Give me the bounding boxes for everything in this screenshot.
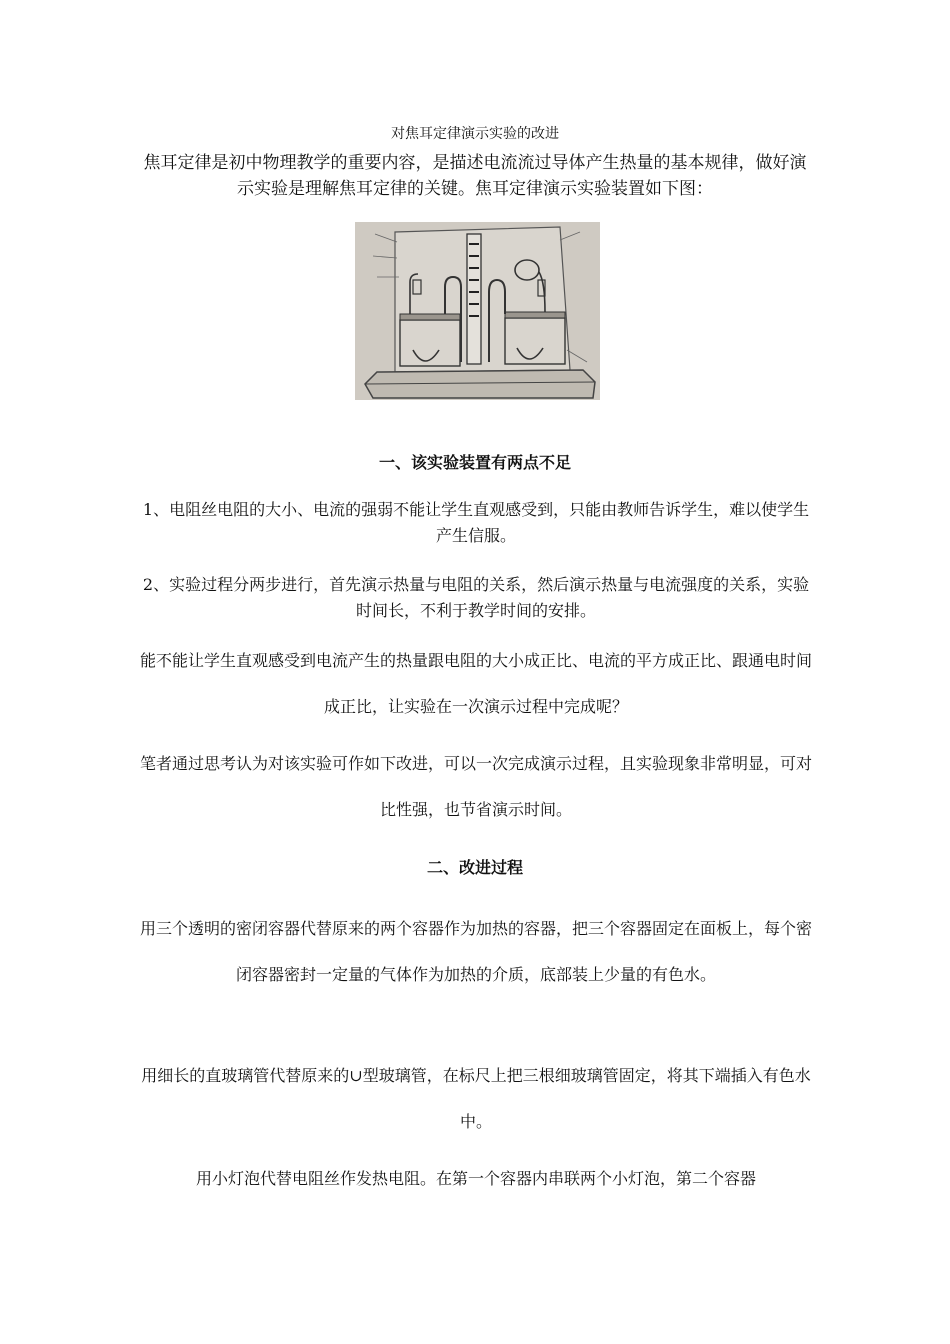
section1-item-2: 2、实验过程分两步进行，首先演示热量与电阻的关系，然后演示热量与电流强度的关系，实验时间长，不利于教学时间的安排。: [142, 575, 810, 620]
apparatus-figure: [355, 222, 600, 400]
section1-item-1: 1、电阻丝电阻的大小、电流的强弱不能让学生直观感受到，只能由教师告诉学生，难以使学生产生信服。: [142, 500, 810, 545]
section2-paragraph-2: 用细长的直玻璃管代替原来的∪型玻璃管，在标尺上把三根细玻璃管固定，将其下端插入有色水中。: [141, 1066, 811, 1131]
document-title: 对焦耳定律演示实验的改进: [391, 126, 559, 142]
section1-question: 能不能让学生直观感受到电流产生的热量跟电阻的大小成正比、电流的平方成正比、跟通电时间成正比，让实验在一次演示过程中完成呢？: [140, 651, 813, 716]
section1-proposal: 笔者通过思考认为对该实验可作如下改进，可以一次完成演示过程，且实验现象非常明显，可对比性强，也节省演示时间。: [140, 754, 813, 819]
apparatus-illustration-icon: [355, 222, 600, 400]
section2-paragraph-1: 用三个透明的密闭容器代替原来的两个容器作为加热的容器，把三个容器固定在面板上，每个密闭容器密封一定量的气体作为加热的介质，底部装上少量的有色水。: [140, 919, 813, 984]
section2-paragraph-3: 用小灯泡代替电阻丝作发热电阻。在第一个容器内串联两个小灯泡，第二个容器: [195, 1169, 756, 1188]
intro-paragraph: 焦耳定律是初中物理教学的重要内容，是描述电流流过导体产生热量的基本规律，做好演示实验是理解焦耳定律的关键。焦耳定律演示实验装置如下图：: [143, 153, 807, 199]
section1-heading: 一、该实验装置有两点不足: [378, 453, 571, 472]
section2-heading: 二、改进过程: [426, 858, 523, 877]
